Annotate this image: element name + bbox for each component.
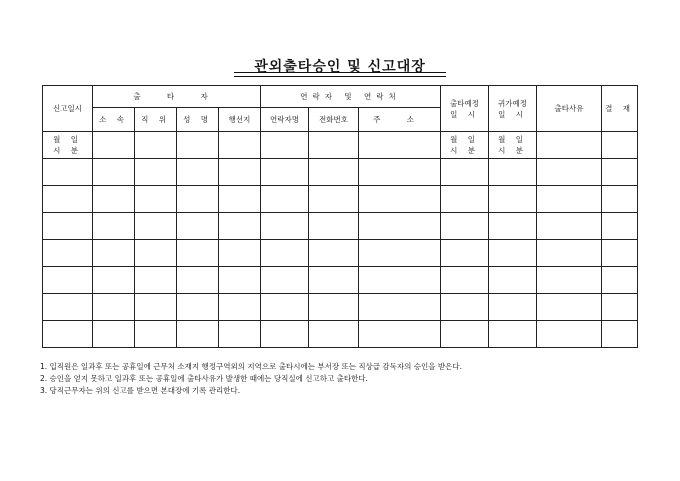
table-cell[interactable] xyxy=(359,132,441,159)
table-cell[interactable] xyxy=(219,321,261,348)
table-cell[interactable] xyxy=(219,267,261,294)
table-cell[interactable] xyxy=(135,132,177,159)
table-cell[interactable] xyxy=(441,267,489,294)
return-datetime-cell xyxy=(489,132,537,159)
header-traveler: 출 타 자 xyxy=(93,86,261,108)
table-row xyxy=(43,240,638,267)
table-cell[interactable] xyxy=(441,159,489,186)
table-cell[interactable] xyxy=(43,240,93,267)
date-hour-minute: 시 분 xyxy=(498,146,527,155)
table-row xyxy=(43,321,638,348)
table-row xyxy=(43,294,638,321)
footnotes xyxy=(40,361,660,397)
table-cell[interactable] xyxy=(177,321,219,348)
table-cell[interactable] xyxy=(441,213,489,240)
table-cell[interactable] xyxy=(261,294,309,321)
table-cell[interactable] xyxy=(135,213,177,240)
header-destination: 행선지 xyxy=(219,108,261,132)
table-row xyxy=(43,132,638,159)
header-address: 주 소 xyxy=(359,108,441,132)
header-position: 직 위 xyxy=(135,108,177,132)
table-cell[interactable] xyxy=(489,294,537,321)
date-month-day: 월 일 xyxy=(53,135,82,144)
table-row xyxy=(43,159,638,186)
table-cell[interactable] xyxy=(177,294,219,321)
table-cell[interactable] xyxy=(602,321,638,348)
table-cell[interactable] xyxy=(359,267,441,294)
table-cell[interactable] xyxy=(309,321,359,348)
table-cell[interactable] xyxy=(602,267,638,294)
header-approval: 결 재 xyxy=(602,86,638,132)
table-cell[interactable] xyxy=(537,213,602,240)
table-cell[interactable] xyxy=(261,186,309,213)
table-cell[interactable] xyxy=(489,213,537,240)
planned-departure-line2: 일 시 xyxy=(450,109,479,119)
planned-return-line2: 일 시 xyxy=(498,109,527,119)
header-row-1 xyxy=(43,86,638,108)
table-cell[interactable] xyxy=(309,159,359,186)
table-cell[interactable] xyxy=(359,240,441,267)
header-phone: 전화번호 xyxy=(309,108,359,132)
table-cell[interactable] xyxy=(309,294,359,321)
header-contact-name: 연락자명 xyxy=(261,108,309,132)
table-cell[interactable] xyxy=(441,186,489,213)
header-department: 소 속 xyxy=(93,108,135,132)
table-cell[interactable] xyxy=(489,240,537,267)
table-cell[interactable] xyxy=(489,159,537,186)
table-cell[interactable] xyxy=(441,321,489,348)
footnote-2: 2. 승인을 얻지 못하고 일과후 또는 공휴일에 출타사유가 발생한 때에는 당직실에 신고하고 출타한다. xyxy=(40,374,368,383)
table-row xyxy=(43,213,638,240)
table-cell[interactable] xyxy=(93,294,135,321)
table-cell[interactable] xyxy=(359,321,441,348)
table-cell[interactable] xyxy=(177,186,219,213)
table-cell[interactable] xyxy=(43,267,93,294)
table-cell[interactable] xyxy=(177,132,219,159)
table-cell[interactable] xyxy=(219,240,261,267)
table-cell[interactable] xyxy=(537,321,602,348)
table-cell[interactable] xyxy=(43,186,93,213)
table-cell[interactable] xyxy=(219,213,261,240)
table-cell[interactable] xyxy=(489,321,537,348)
planned-return-line1: 귀가예정 xyxy=(498,98,527,108)
table-cell[interactable] xyxy=(309,213,359,240)
table-cell[interactable] xyxy=(309,186,359,213)
table-cell[interactable] xyxy=(309,240,359,267)
footnote-1: 1. 입직원은 일과후 또는 공휴일에 근무처 소재지 행정구역외의 지역으로 출타시에는 부서장 또는 직상급 감독자의 승인을 받은다. xyxy=(40,362,463,371)
table-cell[interactable] xyxy=(537,294,602,321)
table-cell[interactable] xyxy=(602,159,638,186)
header-planned-departure xyxy=(441,86,489,132)
table-cell[interactable] xyxy=(537,159,602,186)
table-cell[interactable] xyxy=(219,159,261,186)
table-cell[interactable] xyxy=(441,240,489,267)
table-cell[interactable] xyxy=(43,321,93,348)
table-cell[interactable] xyxy=(261,240,309,267)
table-cell[interactable] xyxy=(177,267,219,294)
table-cell[interactable] xyxy=(177,213,219,240)
table-cell[interactable] xyxy=(43,294,93,321)
table-cell[interactable] xyxy=(219,294,261,321)
header-planned-return xyxy=(489,86,537,132)
table-cell[interactable] xyxy=(309,267,359,294)
table-cell[interactable] xyxy=(219,186,261,213)
table-cell[interactable] xyxy=(93,213,135,240)
document-title: 관외출타승인 및 신고대장 xyxy=(254,59,426,75)
table-cell[interactable] xyxy=(359,186,441,213)
table-cell[interactable] xyxy=(359,294,441,321)
table-cell[interactable] xyxy=(135,267,177,294)
table-cell[interactable] xyxy=(43,213,93,240)
table-cell[interactable] xyxy=(93,321,135,348)
table-cell[interactable] xyxy=(93,267,135,294)
table-cell[interactable] xyxy=(537,240,602,267)
table-cell[interactable] xyxy=(93,186,135,213)
title-underline xyxy=(234,72,446,77)
header-reason: 출타사유 xyxy=(537,86,602,132)
footnote-3: 3. 당직근무자는 위의 신고를 받으면 본대장에 기록 관리한다. xyxy=(40,386,241,395)
table-cell[interactable] xyxy=(537,186,602,213)
header-contact: 연락자 및 연락처 xyxy=(261,86,441,108)
table-cell[interactable] xyxy=(135,186,177,213)
table-row xyxy=(43,186,638,213)
table-cell[interactable] xyxy=(93,159,135,186)
date-hour-minute: 시 분 xyxy=(53,146,82,155)
table-cell[interactable] xyxy=(441,294,489,321)
table-cell[interactable] xyxy=(135,240,177,267)
header-name: 성 명 xyxy=(177,108,219,132)
table-cell[interactable] xyxy=(93,240,135,267)
departure-datetime-cell xyxy=(441,132,489,159)
table-cell[interactable] xyxy=(261,132,309,159)
table-cell[interactable] xyxy=(135,159,177,186)
table-cell[interactable] xyxy=(602,294,638,321)
table-cell[interactable] xyxy=(602,132,638,159)
table-cell[interactable] xyxy=(489,186,537,213)
table-cell[interactable] xyxy=(135,321,177,348)
table-cell[interactable] xyxy=(602,240,638,267)
table-cell[interactable] xyxy=(177,240,219,267)
date-month-day: 월 일 xyxy=(450,135,479,144)
table-cell[interactable] xyxy=(537,267,602,294)
table-cell[interactable] xyxy=(93,132,135,159)
table-cell[interactable] xyxy=(43,159,93,186)
table-cell[interactable] xyxy=(359,159,441,186)
table-cell[interactable] xyxy=(309,132,359,159)
header-report-datetime: 신고일시 xyxy=(43,86,93,132)
table-cell[interactable] xyxy=(219,132,261,159)
table-cell[interactable] xyxy=(537,132,602,159)
report-datetime-cell xyxy=(43,132,93,159)
table-cell[interactable] xyxy=(489,267,537,294)
table-cell[interactable] xyxy=(261,159,309,186)
table-cell[interactable] xyxy=(602,213,638,240)
date-month-day: 월 일 xyxy=(498,135,527,144)
ledger-table xyxy=(42,85,638,348)
table-cell[interactable] xyxy=(602,186,638,213)
table-cell[interactable] xyxy=(261,267,309,294)
table-row xyxy=(43,267,638,294)
table-cell[interactable] xyxy=(359,213,441,240)
table-cell[interactable] xyxy=(177,159,219,186)
planned-departure-line1: 출타예정 xyxy=(450,98,479,108)
date-hour-minute: 시 분 xyxy=(450,146,479,155)
table-cell[interactable] xyxy=(261,213,309,240)
table-cell[interactable] xyxy=(261,321,309,348)
table-cell[interactable] xyxy=(135,294,177,321)
